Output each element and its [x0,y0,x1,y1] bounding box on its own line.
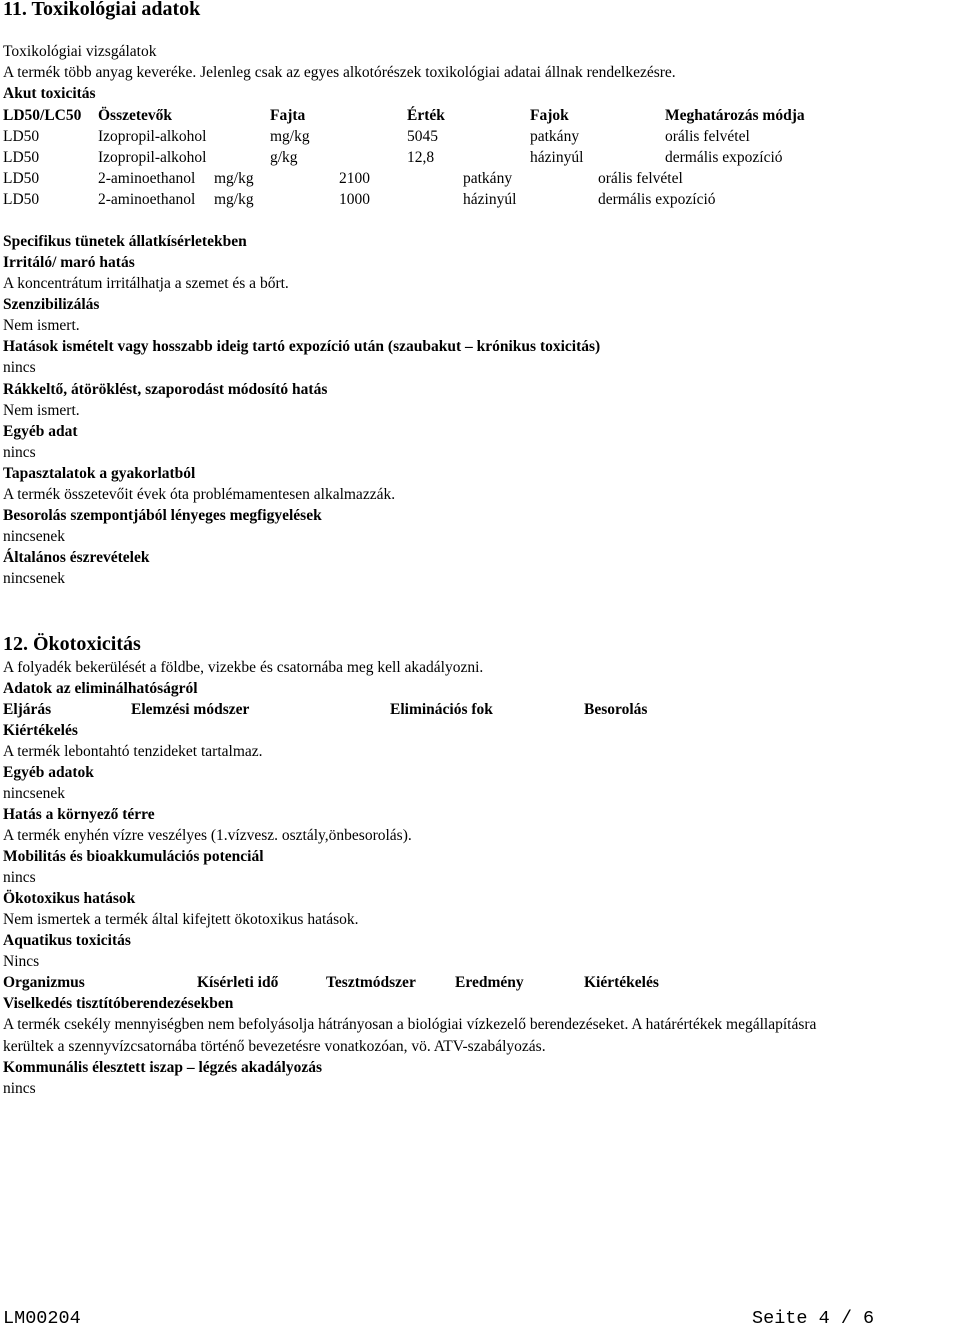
header-cell: Fajta [270,107,306,124]
header-cell: Érték [407,107,445,124]
table-cell: 1000 [339,191,370,208]
sludge-respiration-text: nincs [3,1080,36,1097]
page-number: Seite 4 / 6 [752,1308,875,1329]
classification-observations-text: nincsenek [3,528,65,545]
header-cell: Tesztmódszer [326,974,416,991]
table-cell: 2-aminoethanol [98,191,196,208]
mobility-heading: Mobilitás és bioakkumulációs potenciál [3,848,264,865]
other-eco-data-text: nincsenek [3,785,65,802]
header-cell: Elemzési módszer [131,701,250,718]
general-remarks-heading: Általános észrevételek [3,549,150,566]
acute-toxicity-heading: Akut toxicitás [3,85,96,102]
section-11-title: 11. Toxikológiai adatok [3,0,201,20]
ecotox-intro: A folyadék bekerülését a földbe, vizekbe és csatornába meg kell akadályozni. [3,659,484,676]
table-cell: g/kg [270,149,298,166]
specific-symptoms-heading: Specifikus tünetek állatkísérletekben [3,233,247,250]
header-cell: Eljárás [3,701,52,718]
table-cell: LD50 [3,170,40,187]
elimination-heading: Adatok az eliminálhatóságról [3,680,198,697]
table-cell: mg/kg [214,191,254,208]
environment-effect-heading: Hatás a környező térre [3,806,155,823]
table-cell: mg/kg [270,128,310,145]
table-cell: 12,8 [407,149,435,166]
header-cell: Meghatározás módja [665,107,805,124]
table-row [3,127,958,147]
table-cell: 5045 [407,128,438,145]
sensitization-heading: Szenzibilizálás [3,296,100,313]
table-cell: dermális expozíció [598,191,716,208]
header-cell: Besorolás [584,701,648,718]
other-eco-data-heading: Egyéb adatok [3,764,94,781]
table-row [3,169,958,189]
header-cell: LD50/LC50 [3,107,82,124]
table-cell: Izopropil-alkohol [98,128,207,145]
other-data-heading: Egyéb adat [3,423,78,440]
table-cell: mg/kg [214,170,254,187]
ecotoxic-effects-text: Nem ismertek a termék által kifejtett ökotoxikus hatások. [3,911,359,928]
table-cell: orális felvétel [598,170,683,187]
acute-table-header [3,106,958,126]
aquatic-table-header [3,973,958,993]
irritation-heading: Irritáló/ maró hatás [3,254,135,271]
table-cell: patkány [530,128,580,145]
mobility-text: nincs [3,869,36,886]
header-cell: Eliminációs fok [390,701,493,718]
ecotoxic-effects-heading: Ökotoxikus hatások [3,890,136,907]
aquatic-toxicity-text: Nincs [3,953,40,970]
practical-experience-heading: Tapasztalatok a gyakorlatból [3,465,196,482]
table-cell: LD50 [3,191,40,208]
document-id: LM00204 [3,1308,81,1329]
table-cell: Izopropil-alkohol [98,149,207,166]
environment-effect-text: A termék enyhén vízre veszélyes (1.vízvesz. osztály,önbesorolás). [3,827,412,844]
evaluation-heading: Kiértékelés [3,722,78,739]
other-data-text: nincs [3,444,36,461]
header-cell: Organizmus [3,974,85,991]
treatment-plant-text-2: kerültek a szennyvízcsatornába történő bevezetésre vonatkozóan, vö. ATV-szabályozás. [3,1038,546,1055]
table-cell: LD50 [3,128,40,145]
header-cell: Kísérleti idő [197,974,279,991]
table-cell: házinyúl [530,149,584,166]
classification-observations-heading: Besorolás szempontjából lényeges megfigyelések [3,507,322,524]
header-cell: Fajok [530,107,569,124]
header-cell: Kiértékelés [584,974,659,991]
cmr-heading: Rákkeltő, átöröklést, szaporodást módosító hatás [3,381,328,398]
table-cell: orális felvétel [665,128,750,145]
treatment-plant-heading: Viselkedés tisztítóberendezésekben [3,995,234,1012]
irritation-text: A koncentrátum irritálhatja a szemet és a bőrt. [3,275,289,292]
elimination-table-header [3,700,958,720]
table-cell: patkány [463,170,513,187]
general-remarks-text: nincsenek [3,570,65,587]
evaluation-text: A termék lebontahtó tenzideket tartalmaz. [3,743,263,760]
sludge-respiration-heading: Kommunális élesztett iszap – légzés akadályozás [3,1059,323,1076]
practical-experience-text: A termék összetevőit évek óta problémamentesen alkalmazzák. [3,486,396,503]
header-cell: Összetevők [98,107,173,124]
table-cell: 2100 [339,170,370,187]
header-cell: Eredmény [455,974,524,991]
table-row [3,148,958,168]
table-cell: LD50 [3,149,40,166]
aquatic-toxicity-heading: Aquatikus toxicitás [3,932,131,949]
sensitization-text: Nem ismert. [3,317,80,334]
chronic-toxicity-text: nincs [3,359,36,376]
toxicology-subtitle: Toxikológiai vizsgálatok [3,43,157,60]
table-cell: dermális expozíció [665,149,783,166]
toxicology-intro: A termék több anyag keveréke. Jelenleg csak az egyes alkotórészek toxikológiai adatai állnak rendelkezésre. [3,64,676,81]
chronic-toxicity-heading: Hatások ismételt vagy hosszabb ideig tartó expozíció után (szaubakut – krónikus toxicitás) [3,338,601,355]
table-row [3,190,958,210]
section-12-title: 12. Ökotoxicitás [3,633,141,655]
table-cell: házinyúl [463,191,517,208]
treatment-plant-text-1: A termék csekély mennyiségben nem befolyásolja hátrányosan a biológiai vízkezelő berendezéseket. A határértékek megállapításra [3,1016,817,1033]
cmr-text: Nem ismert. [3,402,80,419]
table-cell: 2-aminoethanol [98,170,196,187]
